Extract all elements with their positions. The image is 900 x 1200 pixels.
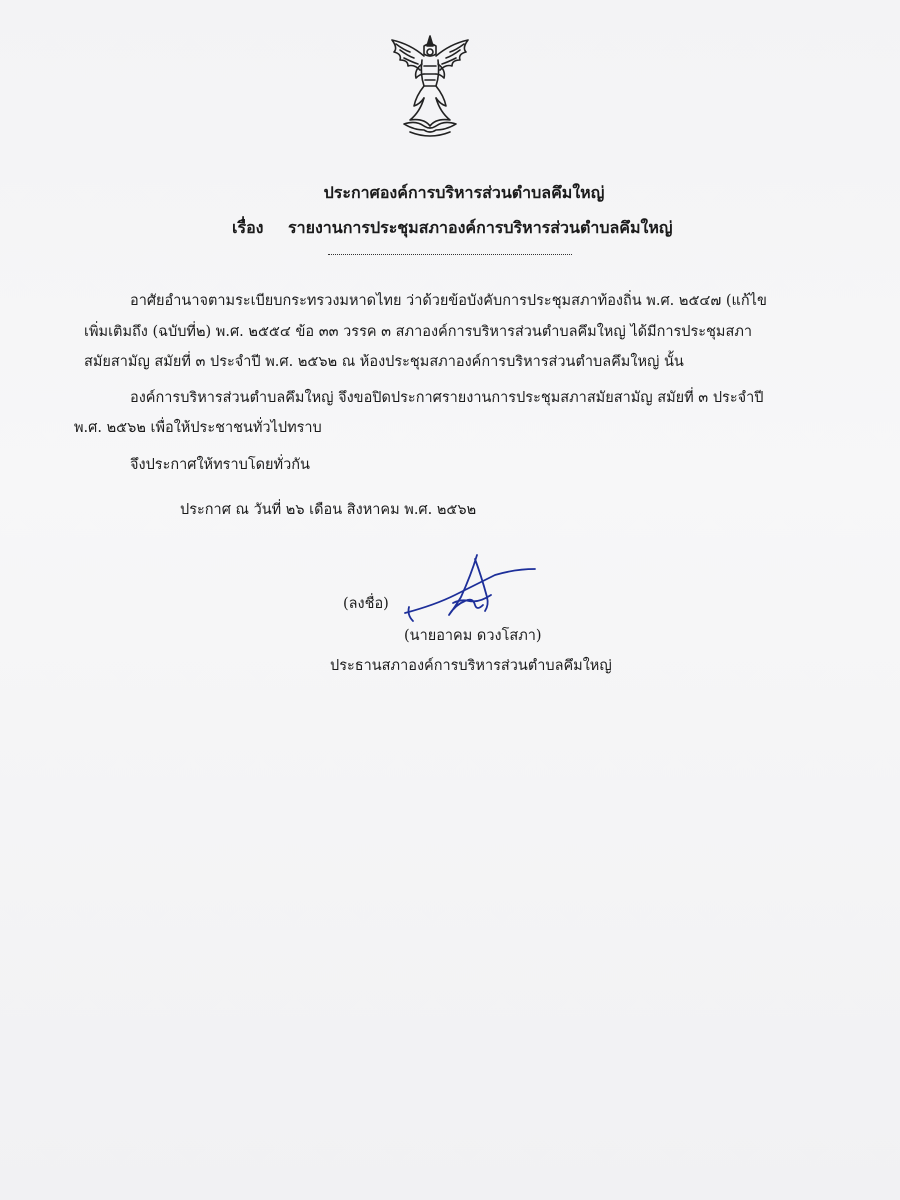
signature-label: (ลงชื่อ)	[343, 596, 389, 612]
garuda-emblem-icon	[380, 30, 480, 145]
paragraph-2-line-2: พ.ศ. ๒๕๖๒ เพื่อให้ประชาชนทั่วไปทราบ	[74, 420, 322, 436]
signatory-name: (นายอาคม ดวงโสภา)	[404, 628, 542, 644]
subject-text: รายงานการประชุมสภาองค์การบริหารส่วนตำบลคึมใหญ่	[288, 218, 673, 237]
announcement-date: ประกาศ ณ วันที่ ๒๖ เดือน สิงหาคม พ.ศ. ๒๕๖๒	[180, 502, 477, 518]
announcement-title: ประกาศองค์การบริหารส่วนตำบลคึมใหญ่	[323, 183, 605, 202]
signatory-position: ประธานสภาองค์การบริหารส่วนตำบลคึมใหญ่	[330, 658, 612, 674]
subject-label: เรื่อง	[232, 218, 264, 237]
closing-statement: จึงประกาศให้ทราบโดยทั่วกัน	[130, 457, 310, 473]
paragraph-2-line-1: องค์การบริหารส่วนตำบลคึมใหญ่ จึงขอปิดประกาศรายงานการประชุมสภาสมัยสามัญ สมัยที่ ๓ ประจำปี	[130, 390, 764, 406]
paragraph-1-line-2: เพิ่มเติมถึง (ฉบับที่๒) พ.ศ. ๒๕๕๔ ข้อ ๓๓ วรรค ๓ สภาองค์การบริหารส่วนตำบลคึมใหญ่ ได้มีการประชุมสภา	[84, 324, 753, 340]
dotted-divider	[328, 254, 572, 255]
subject-line	[232, 216, 673, 241]
paragraph-1-line-1: อาศัยอำนาจตามระเบียบกระทรวงมหาดไทย ว่าด้วยข้อบังคับการประชุมสภาท้องถิ่น พ.ศ. ๒๕๔๗ (แก้ไข	[130, 293, 767, 309]
paragraph-1-line-3: สมัยสามัญ สมัยที่ ๓ ประจำปี พ.ศ. ๒๕๖๒ ณ ห้องประชุมสภาองค์การบริหารส่วนตำบลคึมใหญ่ นั้น	[84, 354, 684, 370]
